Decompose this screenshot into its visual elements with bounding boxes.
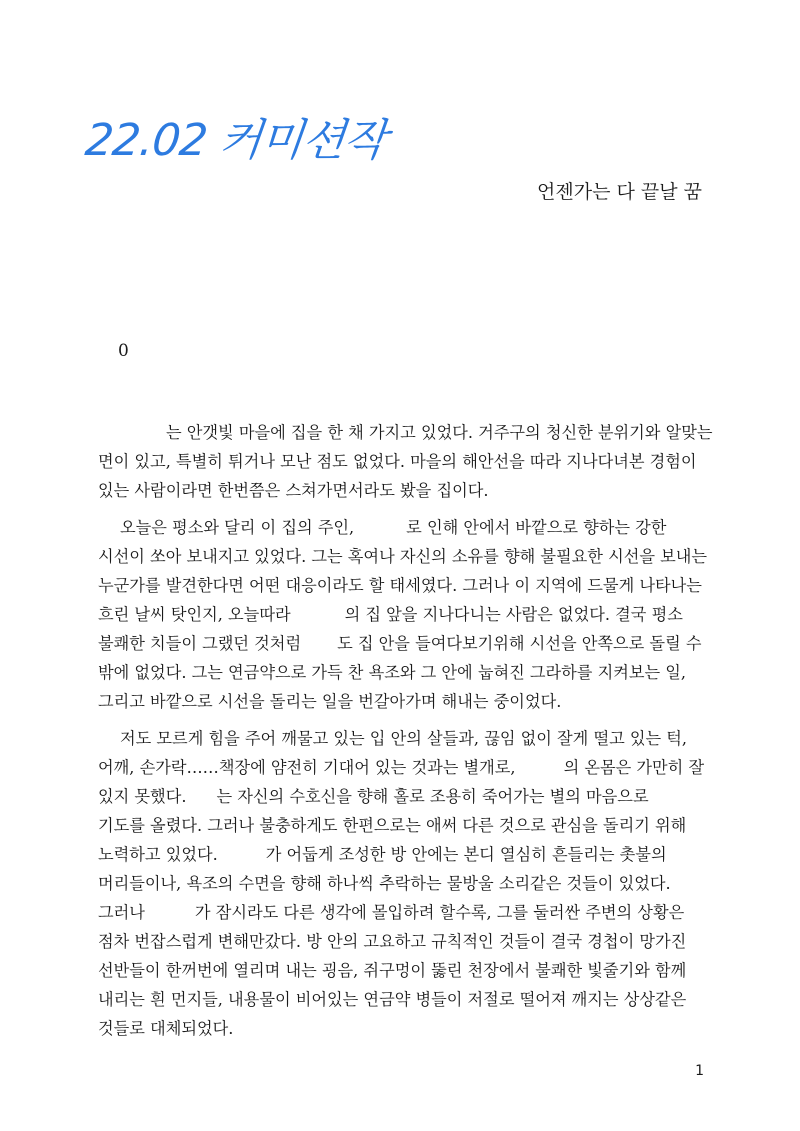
text-line: 그리고 바깥으로 시선을 돌리는 일을 번갈아가며 해내는 중이었다. xyxy=(98,692,562,711)
text-line: 선반들이 한꺼번에 열리며 내는 굉음, 쥐구멍이 뚫린 천장에서 불쾌한 빛줄기와 함께 xyxy=(98,961,687,980)
text-line: 불쾌한 치들이 그랬던 것처럼 도 집 안을 들여다보기위해 시선을 안쪽으로 돌릴 수 xyxy=(98,634,702,653)
text-line: 그러나 가 잠시라도 다른 생각에 몰입하려 할수록, 그를 둘러싼 주변의 상황은 xyxy=(98,903,685,922)
text-line: 저도 모르게 힘을 주어 깨물고 있는 입 안의 살들과, 끊임 없이 잘게 떨고 있는 턱, xyxy=(120,729,688,748)
text-line: 밖에 없었다. 그는 연금약으로 가득 찬 욕조와 그 안에 눕혀진 그라하를 지켜보는 일, xyxy=(98,663,687,682)
text-line: 내리는 흰 먼지들, 내용물이 비어있는 연금약 병들이 저절로 떨어져 깨지는 상상같은 xyxy=(98,990,687,1009)
text-line: 오늘은 평소와 달리 이 집의 주인, 로 인해 안에서 바깥으로 향하는 강한 xyxy=(120,518,667,537)
text-line: 시선이 쏘아 보내지고 있었다. 그는 혹여나 자신의 소유를 향해 불필요한 시선을 보내는 xyxy=(98,547,708,566)
text-line: 는 안갯빛 마을에 집을 한 채 가지고 있었다. 거주구의 청신한 분위기와 알맞는 xyxy=(166,423,713,442)
text-line: 노력하고 있었다. 가 어둡게 조성한 방 안에는 본디 열심히 흔들리는 촛불의 xyxy=(98,845,667,864)
text-line: 있지 못했다. 는 자신의 수호신을 향해 홀로 조용히 죽어가는 별의 마음으로 xyxy=(98,787,649,806)
story-body xyxy=(98,418,713,1051)
text-line: 면이 있고, 특별히 튀거나 모난 점도 없었다. 마을의 해안선을 따라 지나다녀본 경험이 xyxy=(98,452,697,471)
text-line: 흐린 날씨 탓인지, 오늘따라 의 집 앞을 지나다니는 사람은 없었다. 결국 평소 xyxy=(98,605,683,624)
paragraph-1 xyxy=(98,418,713,505)
text-line: 어깨, 손가락……책장에 얌전히 기대어 있는 것과는 별개로, 의 온몸은 가만히 잘 xyxy=(98,758,705,777)
text-line: 기도를 올렸다. 그러나 불충하게도 한편으로는 애써 다른 것으로 관심을 돌리기 위해 xyxy=(98,816,687,835)
text-line: 것들로 대체되었다. xyxy=(98,1019,234,1038)
text-line: 머리들이나, 욕조의 수면을 향해 하나씩 추락하는 물방울 소리같은 것들이 있었다. xyxy=(98,874,671,893)
text-line: 점차 번잡스럽게 변해만갔다. 방 안의 고요하고 규칙적인 것들이 결국 경첩이 망가진 xyxy=(98,932,687,951)
section-number: 0 xyxy=(118,341,129,361)
paragraph-3 xyxy=(98,724,708,1043)
page-title: 22.02 커미션작 xyxy=(82,115,389,166)
story-subtitle: 언젠가는 다 끝날 꿈 xyxy=(537,181,702,203)
page-number: 1 xyxy=(695,1063,704,1079)
paragraph-2 xyxy=(98,513,708,716)
text-line: 누군가를 발견한다면 어떤 대응이라도 할 태세였다. 그러나 이 지역에 드물게 나타나는 xyxy=(98,576,702,595)
text-line: 있는 사람이라면 한번쯤은 스쳐가면서라도 봤을 집이다. xyxy=(98,481,489,500)
